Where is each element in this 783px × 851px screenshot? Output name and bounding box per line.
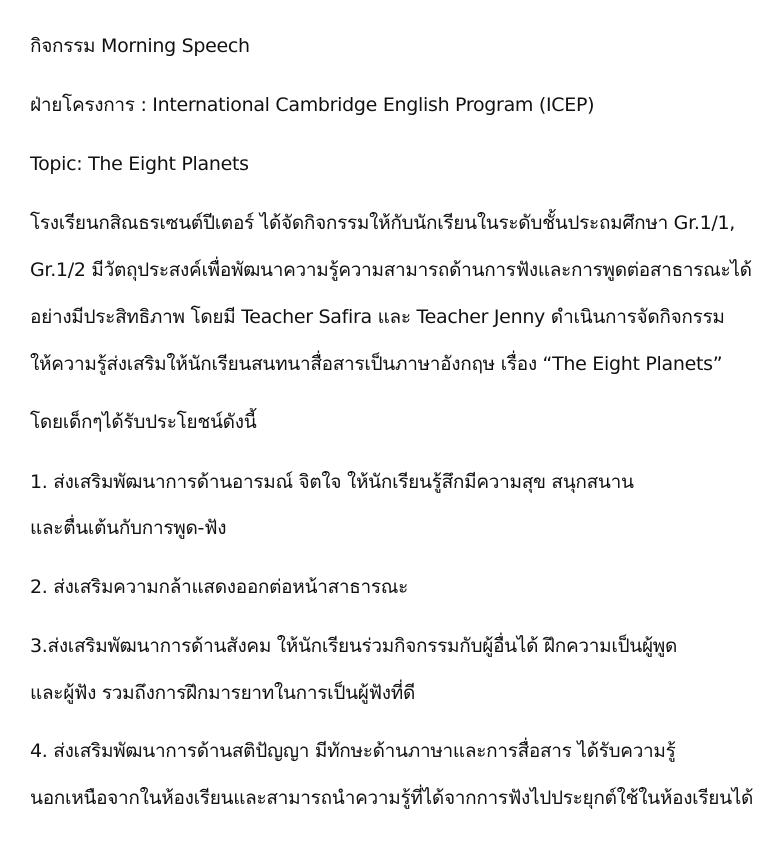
intro-line: อย่างมีประสิทธิภาพ โดยมี Teacher Safira และ Teacher Jenny ดำเนินการจัดกิจกรรม — [30, 306, 725, 328]
topic-line: Topic: The Eight Planets — [30, 153, 249, 175]
benefit-item-1: 1. ส่งเสริมพัฒนาการด้านอารมณ์ จิตใจ ให้นักเรียนรู้สึกมีความสุข สนุกสนาน — [30, 471, 634, 493]
benefit-item-4: 4. ส่งเสริมพัฒนาการด้านสติปัญญา มีทักษะด้านภาษาและการสื่อสาร ได้รับความรู้ — [30, 740, 676, 762]
benefit-item-3: 3.ส่งเสริมพัฒนาการด้านสังคม ให้นักเรียนร่วมกิจกรรมกับผู้อื่นได้ ฝึกความเป็นผู้พูด — [30, 635, 678, 657]
benefit-item-3-continued: และผู้ฟัง รวมถึงการฝึกมารยาทในการเป็นผู้ฟังที่ดี — [30, 682, 416, 704]
benefit-item-1-continued: และตื่นเต้นกับการพูด-ฟัง — [30, 517, 227, 539]
department-line: ฝ่ายโครงการ : International Cambridge English Program (ICEP) — [30, 94, 595, 116]
benefit-item-4-continued: นอกเหนือจากในห้องเรียนและสามารถนำความรู้ที่ได้จากการฟังไปประยุกต์ใช้ในห้องเรียนได้ — [30, 787, 754, 809]
activity-title: กิจกรรม Morning Speech — [30, 35, 250, 57]
intro-line: โรงเรียนกสิณธรเซนต์ปีเตอร์ ได้จัดกิจกรรมให้กับนักเรียนในระดับชั้นประถมศึกษา Gr.1/1, — [30, 212, 736, 234]
benefits-heading: โดยเด็กๆได้รับประโยชน์ดังนี้ — [30, 411, 257, 433]
intro-line: Gr.1/2 มีวัตถุประสงค์เพื่อพัฒนาความรู้ความสามารถด้านการฟังและการพูดต่อสาธารณะได้ — [30, 259, 752, 281]
benefit-item-2: 2. ส่งเสริมความกล้าแสดงออกต่อหน้าสาธารณะ — [30, 576, 409, 598]
intro-line: ให้ความรู้ส่งเสริมให้นักเรียนสนทนาสื่อสารเป็นภาษาอังกฤษ เรื่อง “The Eight Planets” — [30, 353, 723, 375]
